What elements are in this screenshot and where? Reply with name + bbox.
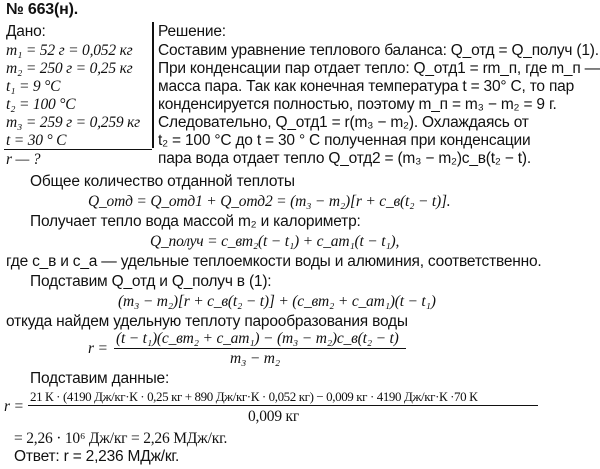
- text-line: Получает тепло вода массой m₂ и калориметр:: [30, 213, 361, 230]
- text-line: Подставим Q_отд и Q_получ в (1):: [30, 273, 272, 290]
- solution-line: конденсируется полностью, поэтому m_п = m₃ − m₂ = 9 г.: [158, 96, 557, 113]
- unknown-row: r — ?: [6, 151, 41, 168]
- equation-r-lhs: r =: [88, 340, 108, 357]
- equation-r-denominator: m₃ − m₂: [230, 350, 280, 367]
- given-row: m₁ = 52 г = 0,052 кг: [6, 42, 133, 59]
- text-line: откуда найдем удельную теплоту парообразования воды: [6, 313, 408, 330]
- equation-substitution-lhs: r =: [4, 398, 24, 415]
- problem-number: № 663(н).: [6, 1, 78, 18]
- fraction-bar: [28, 405, 538, 406]
- equation-received-heat: Q_получ = c_вm₂(t − t₁) + c_аm₁(t − t₁),: [150, 233, 400, 250]
- solution-line: При конденсации пар отдает тепло: Q_отд1 = rm_п, где m_п —: [158, 60, 600, 77]
- solution-title: Решение:: [158, 23, 226, 40]
- equation-balance: (m₃ − m₂)[r + c_в(t₂ − t)] + (c_вm₂ + c_аm₁)(t − t₁): [118, 293, 436, 310]
- text-line: Подставим данные:: [30, 370, 170, 387]
- solution-line: t₂ = 100 °С до t = 30 ° С полученная при конденсации: [158, 132, 531, 149]
- given-row: t₁ = 9 °С: [6, 78, 61, 95]
- given-title: Дано:: [6, 23, 46, 40]
- equation-substitution-numerator: 21 К · (4190 Дж/кг·К · 0,25 кг + 890 Дж/кг·К · 0,052 кг) − 0,009 кг · 4190 Дж/кг·К ·70 К: [30, 389, 478, 404]
- equation-r-numerator: (t − t₁)(c_вm₂ + c_аm₁) − (m₃ − m₂)c_в(t₂ − t): [116, 330, 399, 347]
- column-divider: [152, 22, 154, 148]
- answer-line: Ответ: r = 2,236 МДж/кг.: [14, 448, 180, 465]
- given-row: t = 30 ° С: [6, 132, 67, 149]
- text-line: где c_в и c_а — удельные теплоемкости воды и алюминия, соответственно.: [6, 253, 542, 270]
- solution-line: пара вода отдает тепло Q_отд2 = (m₃ − m₂)c_в(t₂ − t).: [158, 150, 531, 167]
- given-row: m₃ = 259 г = 0,259 кг: [6, 114, 141, 131]
- given-row: m₂ = 250 г = 0,25 кг: [6, 60, 133, 77]
- text-line: Общее количество отданной теплоты: [30, 173, 295, 190]
- result-line: = 2,26 · 10⁶ Дж/кг = 2,26 МДж/кг.: [14, 430, 228, 447]
- fraction-bar: [114, 348, 406, 349]
- solution-line: Следовательно, Q_отд1 = r(m₃ − m₂). Охлаждаясь от: [158, 114, 529, 131]
- equation-total-heat: Q_отд = Q_отд1 + Q_отд2 = (m₃ − m₂)[r + c_в(t₂ − t)].: [88, 193, 451, 210]
- solution-line: масса пара. Так как конечная температура t = 30° С, то пар: [158, 78, 574, 95]
- given-row: t₂ = 100 °С: [6, 96, 76, 113]
- solution-line: Составим уравнение теплового баланса: Q_отд = Q_получ (1).: [158, 42, 599, 59]
- equation-substitution-denominator: 0,009 кг: [248, 408, 300, 425]
